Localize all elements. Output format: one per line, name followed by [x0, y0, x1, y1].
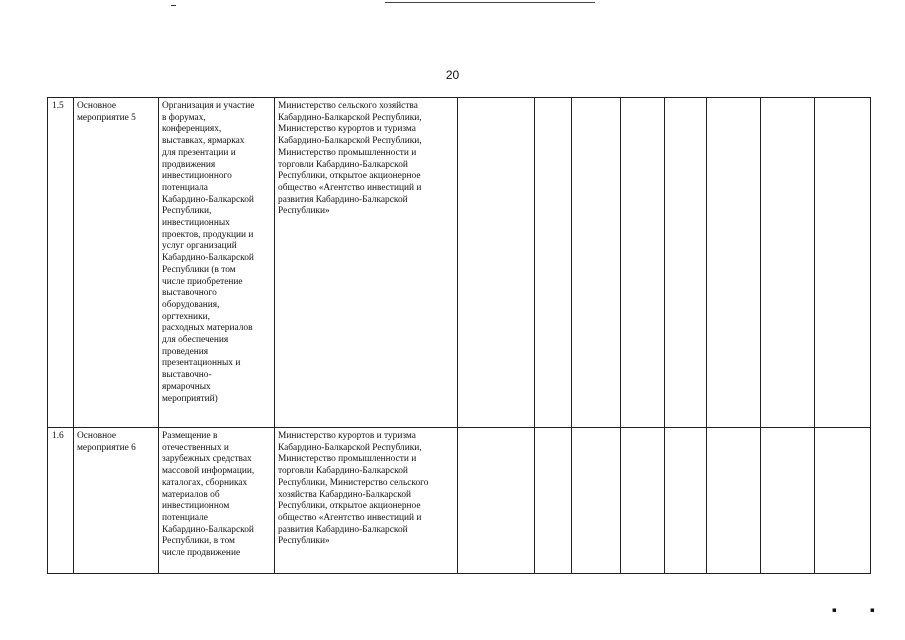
empty-cell — [665, 98, 707, 428]
empty-cell — [572, 428, 621, 574]
scan-mark: ▪ — [832, 606, 837, 614]
empty-cell — [572, 98, 621, 428]
empty-cell — [458, 98, 535, 428]
program-table — [47, 97, 871, 574]
empty-cell — [761, 98, 815, 428]
empty-cell — [761, 428, 815, 574]
scan-mark: ▪ — [870, 606, 875, 614]
empty-cell — [707, 428, 761, 574]
row-number: 1.6 — [48, 428, 74, 574]
empty-cell — [535, 428, 572, 574]
empty-cell — [621, 98, 665, 428]
empty-cell — [815, 428, 871, 574]
empty-cell — [535, 98, 572, 428]
measure-description: Размещение в отечественных и зарубежных средствах массовой информации, каталогах, сборниках материалов об инвестиционном потенциале Кабардино-Балкарской Республики, в том числе продвижение — [159, 428, 275, 574]
empty-cell — [665, 428, 707, 574]
table-row — [48, 98, 871, 428]
measure-name: Основное мероприятие 5 — [74, 98, 159, 428]
measure-executor: Министерство курортов и туризма Кабардино-Балкарской Республики, Министерство промышленности и торговли Кабардино-Балкарской Республики, Министерство сельского хозяйства Кабардино-Балкарской Республики, открытое акционерное общество «Агентство инвестиций и развития Кабардино-Балкарской Республики» — [275, 428, 458, 574]
row-number: 1.5 — [48, 98, 74, 428]
measure-name: Основное мероприятие 6 — [74, 428, 159, 574]
empty-cell — [815, 98, 871, 428]
measure-executor: Министерство сельского хозяйства Кабардино-Балкарской Республики, Министерство курортов и туризма Кабардино-Балкарской Республики, Министерство промышленности и торговли Кабардино-Балкарской Республики, открытое акционерное общество «Агентство инвестиций и развития Кабардино-Балкарской Республики» — [275, 98, 458, 428]
empty-cell — [621, 428, 665, 574]
scan-mark — [171, 5, 176, 6]
page-number: 20 — [445, 68, 460, 82]
measure-description: Организация и участие в форумах, конференциях, выставках, ярмарках для презентации и продвижения инвестиционного потенциала Кабардино-Балкарской Республики, инвестиционных проектов, продукции и услуг организаций Кабардино-Балкарской Республики (в том числе приобретение выставочного оборудования, оргтехники, расходных материалов для обеспечения проведения презентационных и выставочно- ярмарочных мероприятий) — [159, 98, 275, 428]
empty-cell — [707, 98, 761, 428]
table-row — [48, 428, 871, 574]
scan-line — [385, 2, 595, 3]
empty-cell — [458, 428, 535, 574]
